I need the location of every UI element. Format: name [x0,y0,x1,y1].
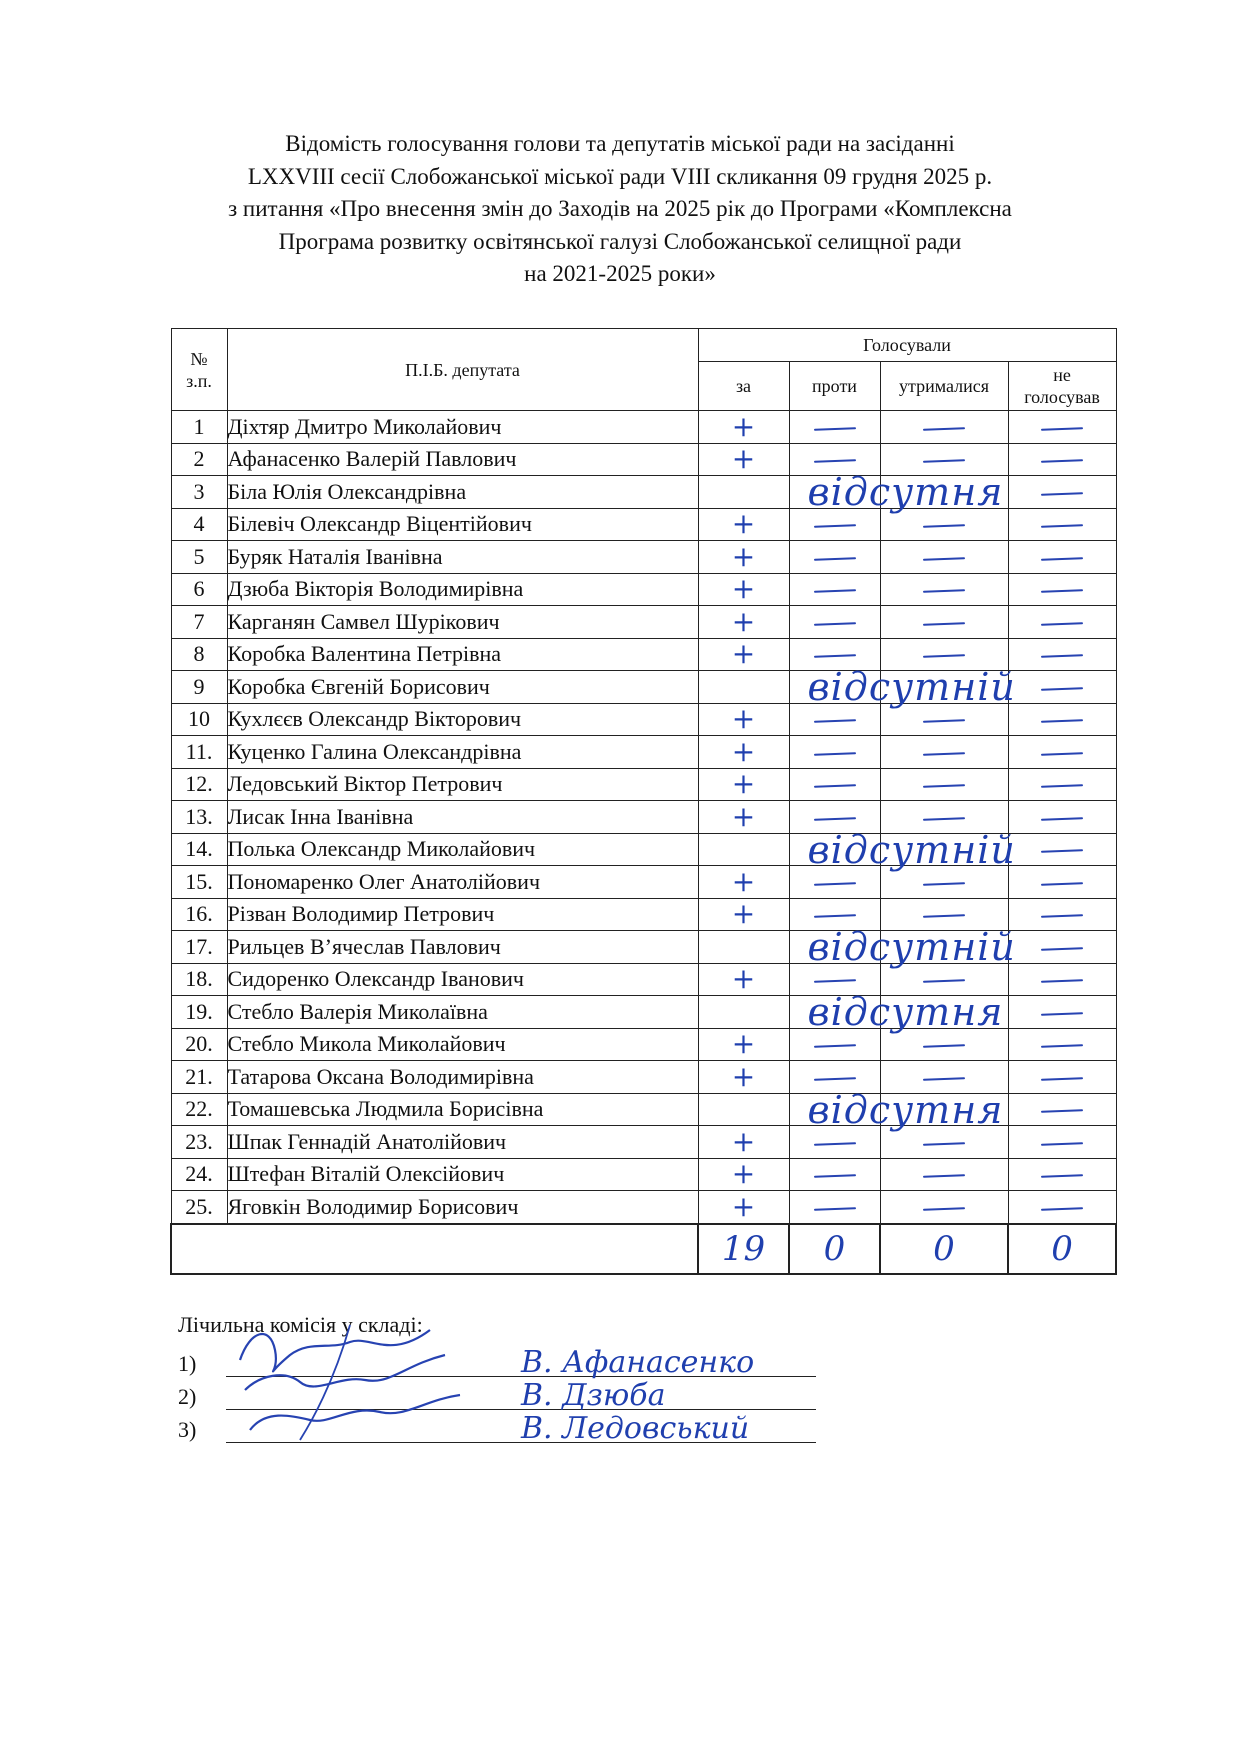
row-number: 6 [171,573,227,606]
vote-cell-against [789,573,880,606]
vote-cell-abstain [880,1093,1008,1126]
vote-cell-for [698,1061,789,1094]
vote-mark: + [731,1124,756,1158]
commission-label: Лічильна комісія у складі: [178,1312,423,1337]
row-number: 15. [171,866,227,899]
dash-mark [813,557,855,560]
vote-cell-abstain [880,703,1008,736]
vote-cell-against [789,925,1016,969]
dash-mark [1041,687,1083,690]
vote-mark: + [731,702,756,736]
row-number: 12. [171,768,227,801]
row-number: 14. [171,833,227,866]
dash-mark [1041,589,1083,592]
row-number: 24. [171,1158,227,1191]
dash-mark [923,979,965,982]
vote-mark: + [731,637,756,671]
vote-cell-for [698,736,789,769]
dash-mark [813,752,855,755]
vote-cell-novote [1008,476,1116,509]
row-number: 22. [171,1093,227,1126]
header-novote-line1: не [1053,365,1071,385]
totals-row [171,1224,1116,1274]
total-against [789,1224,880,1274]
dash-mark [923,622,965,625]
vote-cell-abstain [880,671,1008,704]
signature-stroke [300,1325,350,1440]
vote-cell-abstain [880,833,1008,866]
dash-mark [923,1174,965,1177]
dash-mark [813,589,855,592]
vote-cell-novote [1008,606,1116,639]
member-name: В. Ледовський [521,1411,750,1446]
vote-cell-for [698,671,789,704]
dash-mark [1041,557,1083,560]
vote-cell-novote [1008,801,1116,834]
vote-cell-abstain [880,1028,1008,1061]
vote-cell-against [789,1028,880,1061]
vote-cell-novote [1008,1191,1116,1224]
vote-cell-abstain [880,508,1008,541]
vote-cell-against [789,470,1004,514]
header-name: П.І.Б. депутата [227,329,698,411]
deputy-name: Штефан Віталій Олексійович [227,1158,698,1191]
row-number: 7 [171,606,227,639]
dash-mark [1041,752,1083,755]
deputy-name: Сидоренко Олександр Іванович [227,963,698,996]
vote-cell-against [789,827,1016,872]
vote-cell-against [789,1087,1004,1132]
dash-mark [923,1207,965,1210]
deputy-name: Різван Володимир Петрович [227,898,698,931]
handwritten-signatures [230,1320,470,1450]
deputy-name: Буряк Наталія Іванівна [227,541,698,574]
dash-mark [813,1174,855,1177]
dash-mark [923,817,965,820]
dash-mark [813,459,855,462]
member-number: 1) [178,1351,197,1376]
voting-row [171,573,1116,606]
vote-mark: + [731,507,756,541]
vote-cell-novote [1008,508,1116,541]
row-number: 17. [171,931,227,964]
dash-mark [923,654,965,657]
dash-mark [923,589,965,592]
title-line: Програма розвитку освітянської галузі Слобожанської селищної ради [278,228,962,254]
dash-mark [1041,524,1083,527]
total-against-value: 0 [823,1228,846,1269]
dash-mark [813,719,855,722]
title-line: на 2021-2025 роки» [524,261,716,286]
vote-mark: + [731,1157,756,1191]
member-name: В. Афанасенко [521,1345,755,1380]
voting-row [171,1093,1116,1126]
row-number: 21. [171,1061,227,1094]
document-title [170,128,1070,291]
totals-label-cell [171,1224,698,1274]
vote-mark: + [731,864,756,898]
voting-row [171,703,1116,736]
vote-cell-for [698,508,789,541]
vote-cell-abstain [880,1126,1008,1159]
voting-row [171,476,1116,509]
member-name: В. Дзюба [521,1378,666,1413]
title-line: Відомість голосування голови та депутатів міської ради на засіданні [285,131,955,156]
total-for-value: 19 [721,1228,766,1269]
dash-mark [1041,1012,1083,1015]
row-number: 23. [171,1126,227,1159]
absent-mark: відсутня [807,470,1004,514]
vote-mark: + [731,1189,756,1223]
vote-cell-against [789,541,880,574]
dash-mark [923,1142,965,1145]
voting-row [171,866,1116,899]
vote-cell-abstain [880,866,1008,899]
deputy-name: Пономаренко Олег Анатолійович [227,866,698,899]
vote-cell-novote [1008,671,1116,704]
vote-cell-for [698,833,789,866]
vote-cell-novote [1008,1093,1116,1126]
vote-cell-abstain [880,736,1008,769]
dash-mark [923,719,965,722]
signature-stroke [250,1395,460,1430]
vote-cell-for [698,866,789,899]
header-number [171,329,227,411]
absent-mark: відсутня [807,990,1004,1034]
vote-mark: + [731,962,756,996]
vote-cell-for [698,606,789,639]
dash-mark [1041,1174,1083,1177]
row-number: 11. [171,736,227,769]
vote-cell-for [698,573,789,606]
dash-mark [923,427,965,430]
dash-mark [1041,622,1083,625]
vote-cell-for [698,801,789,834]
deputy-name: Коробка Валентина Петрівна [227,638,698,671]
voting-row [171,1158,1116,1191]
row-number: 8 [171,638,227,671]
voting-row [171,671,1116,704]
vote-cell-novote [1008,703,1116,736]
vote-cell-abstain [880,573,1008,606]
deputy-name: Томашевська Людмила Борисівна [227,1093,698,1126]
dash-mark [1041,1044,1083,1047]
deputy-name: Куценко Галина Олександрівна [227,736,698,769]
vote-cell-novote [1008,768,1116,801]
dash-mark [813,1044,855,1047]
deputy-name: Ледовський Віктор Петрович [227,768,698,801]
dash-mark [1041,1142,1083,1145]
dash-mark [1041,459,1083,462]
voting-table [170,328,1117,1275]
dash-mark [923,557,965,560]
vote-cell-against [789,1191,880,1224]
deputy-name: Яговкін Володимир Борисович [227,1191,698,1224]
vote-cell-against [789,508,880,541]
header-number-line2: з.п. [186,370,212,391]
deputy-name: Біла Юлія Олександрівна [227,476,698,509]
total-novote-value: 0 [1051,1228,1073,1269]
vote-cell-novote [1008,573,1116,606]
vote-cell-against [789,703,880,736]
dash-mark [923,459,965,462]
vote-cell-abstain [880,541,1008,574]
voting-rows [171,411,1116,1224]
row-number: 25. [171,1191,227,1224]
header-against: проти [789,362,880,411]
header-novote [1008,362,1116,411]
dash-mark [813,979,855,982]
vote-mark: + [731,604,756,638]
vote-mark: + [731,897,756,931]
absent-mark: відсутній [807,925,1016,969]
vote-cell-against [789,866,880,899]
deputy-name: Білевіч Олександр Віцентійович [227,508,698,541]
voting-row [171,931,1116,964]
vote-cell-against [789,736,880,769]
dash-mark [813,882,855,885]
vote-cell-for [698,638,789,671]
vote-cell-for [698,963,789,996]
vote-cell-novote [1008,411,1116,444]
vote-cell-against [789,411,880,444]
vote-cell-abstain [880,1158,1008,1191]
dash-mark [813,817,855,820]
voting-row [171,996,1116,1029]
vote-mark: + [731,409,756,443]
header-for: за [698,362,789,411]
vote-mark: + [731,442,756,476]
dash-mark [1041,817,1083,820]
header-novote-line2: голосував [1024,387,1100,407]
vote-cell-novote [1008,866,1116,899]
header-number-line1: № [190,348,208,369]
row-number: 4 [171,508,227,541]
dash-mark [923,1077,965,1080]
total-novote [1008,1224,1116,1274]
dash-mark [923,752,965,755]
absent-mark: відсутній [807,827,1016,872]
vote-cell-novote [1008,541,1116,574]
vote-cell-for [698,1126,789,1159]
vote-cell-novote [1008,898,1116,931]
vote-cell-against [789,665,1016,709]
vote-cell-for [698,541,789,574]
vote-cell-novote [1008,833,1116,866]
deputy-name: Дзюба Вікторія Володимирівна [227,573,698,606]
deputy-name: Кухлєєв Олександр Вікторович [227,703,698,736]
dash-mark [813,524,855,527]
absent-mark: відсутня [807,1087,1004,1132]
dash-mark [813,1207,855,1210]
vote-cell-against [789,990,1004,1034]
row-number: 20. [171,1028,227,1061]
vote-cell-against [789,768,880,801]
deputy-name: Діхтяр Дмитро Миколайович [227,411,698,444]
dash-mark [1041,849,1083,852]
vote-cell-abstain [880,606,1008,639]
header-abstain: утрималися [880,362,1008,411]
dash-mark [1041,654,1083,657]
dash-mark [1041,1109,1083,1112]
dash-mark [1041,979,1083,982]
row-number: 1 [171,411,227,444]
dash-mark [1041,427,1083,430]
dash-mark [1041,784,1083,787]
vote-mark: + [731,799,756,833]
vote-cell-against [789,1158,880,1191]
voting-row [171,1126,1116,1159]
total-abstain [880,1224,1008,1274]
vote-cell-for [698,1093,789,1126]
voting-row [171,736,1116,769]
vote-cell-abstain [880,996,1008,1029]
vote-cell-novote [1008,963,1116,996]
vote-cell-abstain [880,768,1008,801]
vote-cell-for [698,411,789,444]
vote-cell-abstain [880,411,1008,444]
dash-mark [923,784,965,787]
dash-mark [1041,882,1083,885]
deputy-name: Афанасенко Валерій Павлович [227,443,698,476]
deputy-name: Лисак Інна Іванівна [227,801,698,834]
voting-row [171,1028,1116,1061]
dash-mark [1041,719,1083,722]
row-number: 5 [171,541,227,574]
vote-cell-novote [1008,1126,1116,1159]
vote-cell-for [698,898,789,931]
vote-cell-against [789,606,880,639]
vote-cell-for [698,1028,789,1061]
dash-mark [923,914,965,917]
row-number: 10 [171,703,227,736]
vote-cell-for [698,768,789,801]
row-number: 9 [171,671,227,704]
vote-cell-novote [1008,931,1116,964]
row-number: 13. [171,801,227,834]
deputy-name: Шпак Геннадій Анатолійович [227,1126,698,1159]
voting-row [171,1191,1116,1224]
vote-mark: + [731,1027,756,1061]
dash-mark [1041,947,1083,950]
dash-mark [1041,1207,1083,1210]
vote-mark: + [731,734,756,768]
member-number: 2) [178,1384,197,1409]
vote-cell-novote [1008,1061,1116,1094]
deputy-name: Стебло Микола Миколайович [227,1028,698,1061]
vote-cell-abstain [880,476,1008,509]
row-number: 18. [171,963,227,996]
deputy-name: Карганян Самвел Шурікович [227,606,698,639]
dash-mark [813,914,855,917]
vote-cell-for [698,443,789,476]
voting-row [171,541,1116,574]
absent-mark: відсутній [807,665,1016,709]
dash-mark [923,1044,965,1047]
voting-row [171,508,1116,541]
dash-mark [813,1142,855,1145]
row-number: 19. [171,996,227,1029]
dash-mark [1041,492,1083,495]
vote-cell-novote [1008,443,1116,476]
vote-cell-novote [1008,996,1116,1029]
title-line: з питання «Про внесення змін до Заходів на 2025 рік до Програми «Комплексна [228,196,1012,221]
total-for [698,1224,789,1274]
vote-cell-against [789,1126,880,1159]
voting-row [171,768,1116,801]
voting-row [171,606,1116,639]
vote-cell-for [698,996,789,1029]
vote-cell-novote [1008,1028,1116,1061]
vote-cell-for [698,476,789,509]
vote-mark: + [731,767,756,801]
dash-mark [1041,1077,1083,1080]
vote-cell-abstain [880,1191,1008,1224]
deputy-name: Рильцев В’ячеслав Павлович [227,931,698,964]
vote-cell-novote [1008,736,1116,769]
row-number: 16. [171,898,227,931]
voting-row [171,833,1116,866]
vote-mark: + [731,572,756,606]
dash-mark [1041,914,1083,917]
vote-cell-novote [1008,638,1116,671]
vote-cell-for [698,703,789,736]
deputy-name: Стебло Валерія Миколаївна [227,996,698,1029]
vote-mark: + [731,1059,756,1093]
title-line: LXXVIII сесії Слобожанської міської ради VIII скликання 09 грудня 2025 р. [247,163,993,189]
vote-mark: + [731,539,756,573]
vote-cell-for [698,1158,789,1191]
header-voted: Голосували [698,329,1116,362]
row-number: 3 [171,476,227,509]
vote-cell-novote [1008,1158,1116,1191]
dash-mark [813,622,855,625]
vote-cell-for [698,1191,789,1224]
dash-mark [813,654,855,657]
vote-cell-abstain [880,931,1008,964]
signature-stroke [240,1330,430,1371]
dash-mark [923,524,965,527]
member-number: 3) [178,1417,197,1442]
deputy-name: Полька Олександр Миколайович [227,833,698,866]
voting-row [171,411,1116,444]
deputy-name: Татарова Оксана Володимирівна [227,1061,698,1094]
row-number: 2 [171,443,227,476]
deputy-name: Коробка Євгеній Борисович [227,671,698,704]
dash-mark [813,784,855,787]
dash-mark [813,427,855,430]
dash-mark [923,882,965,885]
total-abstain-value: 0 [933,1228,955,1269]
dash-mark [813,1077,855,1080]
vote-cell-for [698,931,789,964]
